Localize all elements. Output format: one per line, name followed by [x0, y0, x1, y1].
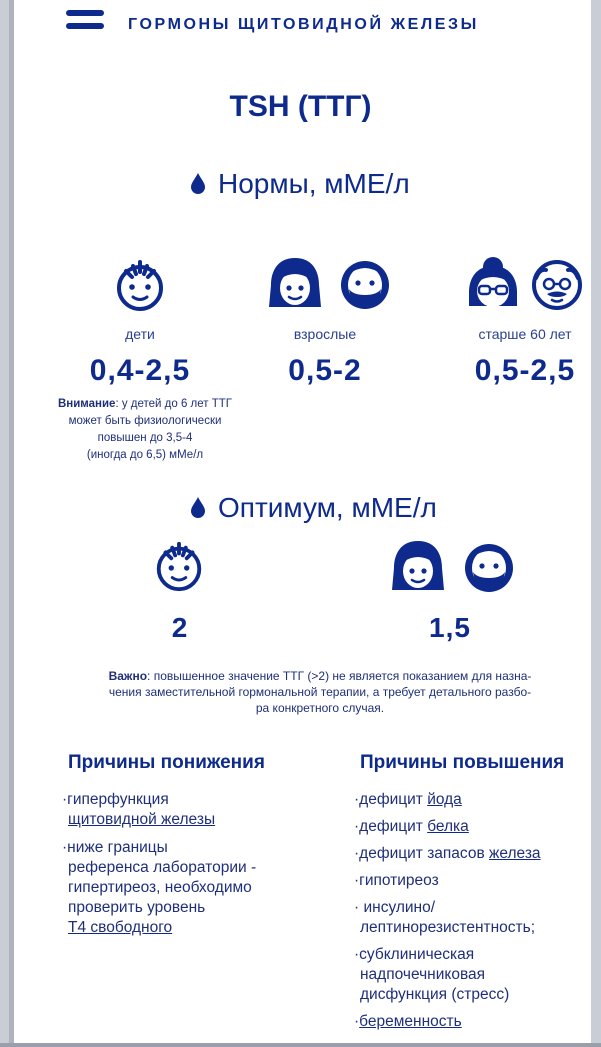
- optimum-value-children: 2: [171, 612, 189, 643]
- hormone-title: TSH (ТТГ): [229, 90, 372, 123]
- increase-item: ·дефицит запасов железа: [354, 845, 541, 862]
- increase-item: ·беременность: [354, 1013, 462, 1030]
- man-icon: [460, 538, 518, 596]
- menu-icon[interactable]: [66, 10, 106, 34]
- page-edge-shadow: [9, 0, 14, 1047]
- group-label-elderly: старше 60 лет: [478, 326, 572, 342]
- child-icon: [151, 538, 207, 594]
- drop-icon: [190, 173, 206, 195]
- optimum-heading: [190, 492, 437, 524]
- group-label-children: дети: [125, 326, 155, 342]
- increase-item: ·гипотиреоз: [354, 872, 439, 889]
- decrease-item: ·гиперфункция щитовидной железы: [62, 791, 216, 828]
- important-note: Важно: повышенное значение ТТГ (>2) не является показанием для назна- чения заместительной гормональной терапии, а требует детального разбо- ра конкретного случая.: [108, 669, 532, 715]
- protein-link[interactable]: белка: [427, 818, 469, 835]
- page-edge-bottom: [0, 1043, 601, 1047]
- optimum-value-adults: 1,5: [429, 612, 471, 643]
- page-edge-right: [591, 0, 601, 1047]
- iron-link[interactable]: железа: [489, 845, 541, 862]
- thyroid-link[interactable]: щитовидной железы: [68, 811, 216, 828]
- woman-icon: [386, 538, 450, 596]
- increase-heading: Причины повышения: [360, 752, 565, 773]
- increase-item: ·дефицит йода: [354, 791, 462, 808]
- norms-heading: [190, 168, 410, 200]
- increase-item: ·дефицит белка: [354, 818, 469, 835]
- decrease-heading: Причины понижения: [68, 752, 265, 773]
- note-bold: Внимание: [57, 398, 116, 410]
- woman-icon: [263, 255, 327, 313]
- norms-title: Нормы, мМЕ/л: [218, 168, 410, 199]
- increase-item: ·субклиническая надпочечниковая дисфункция (стресс): [354, 946, 510, 1003]
- decrease-item: ·ниже границы референса лаборатории - гипертиреоз, необходимо проверить уровень Т4 свободного: [62, 839, 257, 936]
- group-label-adults: взрослые: [293, 326, 357, 342]
- page-title: ГОРМОНЫ ЩИТОВИДНОЙ ЖЕЛЕЗЫ: [128, 16, 479, 33]
- increase-item: · инсулино/ лептинорезистентность;: [354, 899, 536, 936]
- iodine-link[interactable]: йода: [427, 791, 462, 808]
- norm-value-elderly: 0,5-2,5: [474, 354, 576, 387]
- norm-value-children: 0,4-2,5: [89, 354, 191, 387]
- norm-value-adults: 0,5-2: [288, 354, 362, 387]
- pregnancy-link[interactable]: беременность: [359, 1013, 462, 1030]
- man-icon: [336, 255, 394, 313]
- drop-icon: [190, 497, 206, 519]
- elderly-woman-icon: [463, 254, 523, 312]
- optimum-title: Оптимум, мМЕ/л: [218, 492, 437, 523]
- child-icon: [111, 256, 169, 314]
- children-note: Внимание: у детей до 6 лет ТТГ может быть физиологически повышен до 3,5-4 (иногда до 6,5) мМе/л: [57, 398, 233, 461]
- t4-free-link[interactable]: Т4 свободного: [68, 919, 173, 936]
- important-bold: Важно: [108, 669, 148, 683]
- elderly-man-icon: [530, 256, 584, 312]
